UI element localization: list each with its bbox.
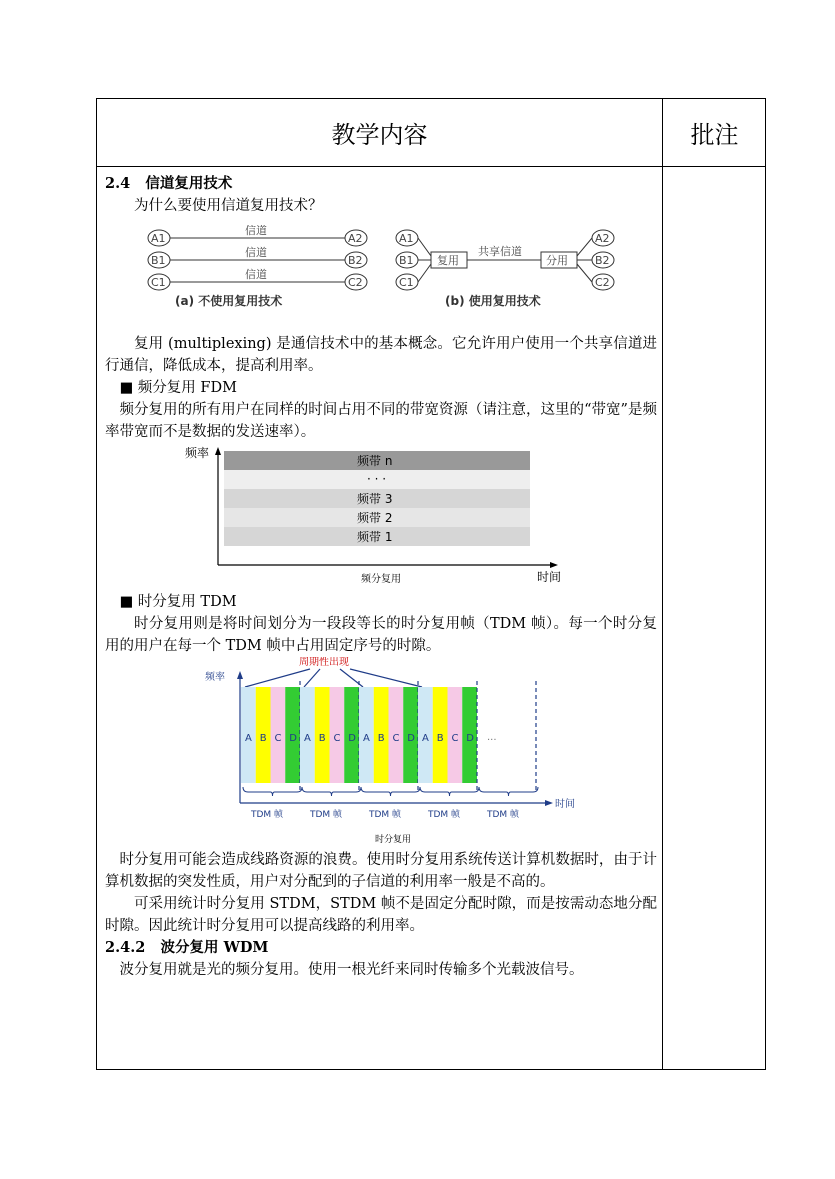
caption-with-mux: (b) 使用复用技术 [445, 294, 541, 308]
column-divider [662, 99, 663, 1069]
tdm-frame-label-3: TDM 帧 [369, 810, 402, 820]
tdm-slot-label: B [436, 733, 444, 744]
tdm-slot-label: D [407, 733, 415, 744]
para-multiplexing: 复用 (multiplexing) 是通信技术中的基本概念。它允许用户使用一个共享信道进行通信，降低成本，提高利用率。 [105, 336, 657, 374]
node-c2-right: C2 [595, 276, 610, 289]
channel-label-3: 信道 [245, 268, 267, 281]
band-1-label: 频带 1 [357, 530, 393, 544]
tdm-slot-label: A [363, 733, 370, 744]
para-tdm: 时分复用则是将时间划分为一段段等长的时分复用帧（TDM 帧）。每一个时分复用的用户在每一个 TDM 帧中占用固定序号的时隙。 [105, 616, 657, 654]
node-b1: B1 [151, 254, 166, 267]
para-stdm: 可采用统计时分复用 STDM，STDM 帧不是固定分配时隙，而是按需动态地分配时隙。因此统计时分复用可以提高线路的利用率。 [105, 896, 657, 934]
periodic-label: 周期性出现 [299, 657, 349, 668]
tdm-slot-label: A [245, 733, 252, 744]
node-a1: A1 [151, 232, 166, 245]
caption-no-mux: (a) 不使用复用技术 [175, 294, 283, 308]
band-n-label: 频带 n [357, 454, 393, 468]
multiplexing-compare-figure [105, 225, 657, 325]
node-b1-right: B1 [399, 254, 414, 267]
band-dots-label: · · · [367, 472, 387, 486]
tdm-slot-label: B [318, 733, 326, 744]
para-wdm: 波分复用就是光的频分复用。使用一根光纤来同时传输多个光载波信号。 [119, 962, 584, 978]
tdm-frame-label-2: TDM 帧 [310, 810, 343, 820]
node-c1-right: C1 [399, 276, 414, 289]
tdm-slot-label: C [392, 733, 400, 744]
tdm-slot-label: D [466, 733, 474, 744]
node-b2-left: B2 [348, 254, 363, 267]
band-2-label: 频带 2 [357, 511, 393, 525]
tdm-figure [105, 657, 657, 849]
tdm-slot-label: C [333, 733, 341, 744]
header-divider [97, 166, 765, 167]
subsection-heading: 2.4.2 波分复用 WDM [105, 939, 269, 956]
tdm-frame-brace [361, 787, 420, 796]
tdm-slot-label: B [377, 733, 385, 744]
tdm-frame-brace [243, 787, 302, 796]
node-a2-right: A2 [595, 232, 610, 245]
tdm-caption: 时分复用 [375, 835, 412, 845]
fdm-figure [105, 443, 657, 591]
tdm-slot-label: B [259, 733, 267, 744]
shared-channel-label: 共享信道 [478, 245, 522, 258]
lesson-table [96, 98, 766, 1070]
node-a1-right: A1 [399, 232, 414, 245]
header-notes: 批注 [690, 121, 739, 149]
tdm-frame-label-1: TDM 帧 [251, 810, 284, 820]
node-b2-right: B2 [595, 254, 610, 267]
tdm-frame-brace [302, 787, 361, 796]
tdm-ylabel: 频率 [205, 672, 225, 683]
tdm-frame-brace [479, 787, 538, 796]
node-c1: C1 [151, 276, 166, 289]
fdm-xlabel: 时间 [537, 570, 562, 584]
demux-label: 分用 [546, 254, 568, 267]
bullet-tdm: ■ 时分复用 TDM [119, 594, 237, 610]
band-3-label: 频带 3 [357, 492, 393, 506]
question-text: 为什么要使用信道复用技术？ [134, 198, 323, 214]
tdm-frame-label-5: TDM 帧 [487, 810, 520, 820]
tdm-slot-label: A [422, 733, 429, 744]
fdm-ylabel: 频率 [185, 446, 210, 460]
tdm-frame-label-4: TDM 帧 [428, 810, 461, 820]
content-cell [105, 173, 657, 981]
mux-label: 复用 [437, 254, 459, 267]
tdm-ellipsis: ··· [487, 735, 497, 746]
tdm-slot-label: A [304, 733, 311, 744]
header-teaching-content: 教学内容 [331, 121, 428, 149]
node-c2-left: C2 [348, 276, 363, 289]
tdm-frame-brace [420, 787, 479, 796]
channel-label-2: 信道 [245, 246, 267, 259]
tdm-slot-label: D [289, 733, 297, 744]
para-tdm-waste: 时分复用可能会造成线路资源的浪费。使用时分复用系统传送计算机数据时，由于计算机数据的突发性质，用户对分配到的子信道的利用率一般是不高的。 [105, 852, 657, 890]
tdm-xlabel: 时间 [555, 799, 575, 810]
fdm-caption: 频分复用 [361, 574, 401, 585]
node-a2-left: A2 [348, 232, 363, 245]
para-fdm: 频分复用的所有用户在同样的时间占用不同的带宽资源（请注意，这里的“带宽”是频率带宽而不是数据的发送速率）。 [105, 402, 657, 440]
tdm-slot-label: D [348, 733, 356, 744]
channel-label-1: 信道 [245, 225, 267, 237]
section-heading: 2.4 信道复用技术 [105, 175, 233, 192]
bullet-fdm: ■ 频分复用 FDM [119, 380, 237, 396]
tdm-slot-label: C [451, 733, 459, 744]
tdm-slot-label: C [274, 733, 282, 744]
